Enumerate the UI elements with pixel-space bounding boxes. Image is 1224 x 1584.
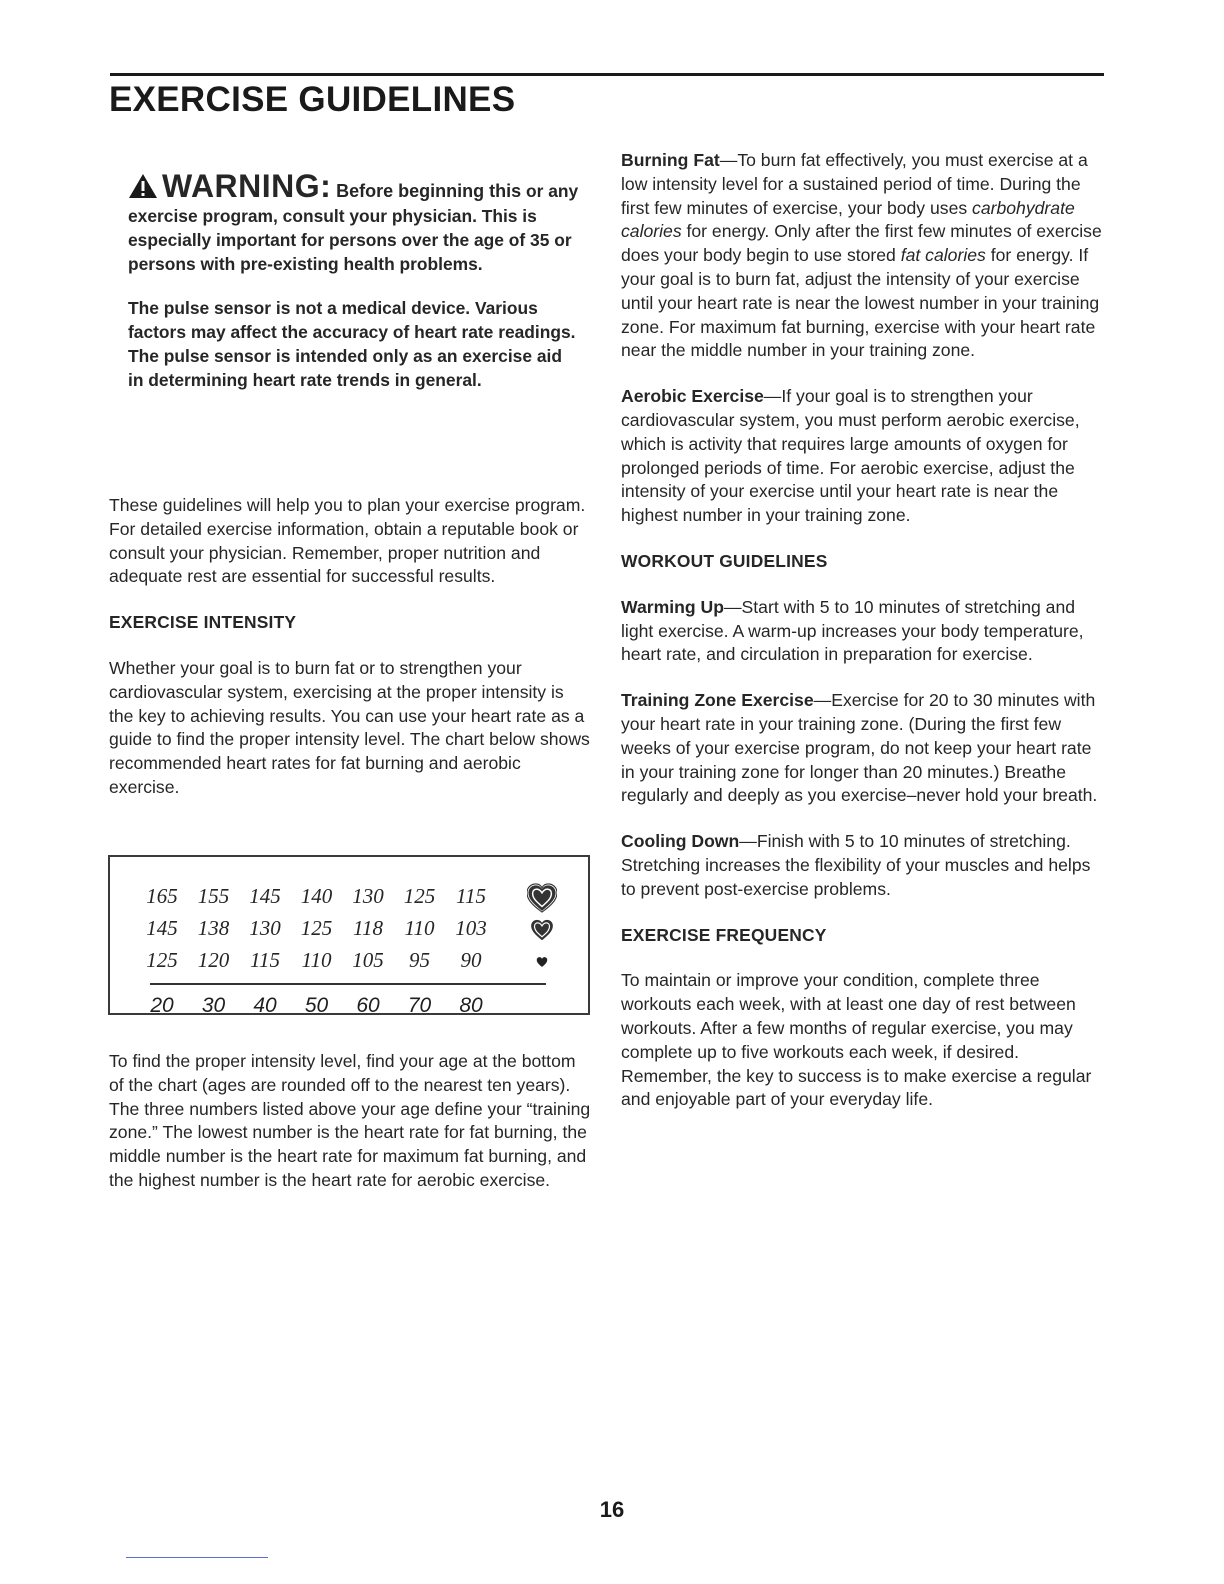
aerobic-exercise-text: —If your goal is to strengthen your cardiovascular system, you must perform aerobic exercise, which is activity that requires large amounts of oxygen for prolonged periods of time. For aerobic exercise, adjust the intensity of your exercise until your heart rate is near the highest number in your training zone. [621, 386, 1080, 526]
age-label: 50 [304, 994, 329, 1017]
exercise-intensity-heading: EXERCISE INTENSITY [109, 612, 297, 633]
cooling-down-text: —Finish with 5 to 10 minutes of stretching. Stretching increases the flexibility of your muscles and helps to prevent post-exercise problems. [621, 831, 1091, 899]
warning-heading [128, 168, 526, 204]
training-zone-paragraph [621, 689, 1106, 808]
intensity-paragraph: Whether your goal is to burn fat or to strengthen your cardiovascular system, exercising at the proper intensity is the key to achieving results. You can use your heart rate as a guide to find the proper intensity level. The chart below shows recommended heart rates for fat burning and aerobic exercise. [109, 657, 590, 797]
heart-rate-value: 138 [197, 916, 230, 940]
age-label: 30 [201, 994, 226, 1017]
heart-rate-value: 115 [456, 884, 486, 908]
top-rule [110, 73, 1104, 76]
training-zone-term: Training Zone Exercise [621, 690, 814, 711]
carbohydrate-calories: carbohydrate calories [621, 197, 1075, 242]
heart-rate-value: 110 [301, 948, 332, 972]
intro-paragraph: These guidelines will help you to plan your exercise program. For detailed exercise information, obtain a reputable book or consult your physician. Remember, proper nutrition and adequate rest are essential for successful results. [109, 495, 586, 587]
pulse-sensor-notice: The pulse sensor is not a medical device. Various factors may affect the accuracy of heart rate readings. The pulse sensor is intended only as an exercise aid in determining heart rate trends in general. [128, 298, 576, 390]
left-after-chart [109, 1050, 591, 1193]
heart-rate-value: 155 [197, 884, 230, 908]
heart-rate-value: 145 [146, 916, 178, 940]
warning-triangle-icon [128, 173, 158, 199]
warning-lead: Before beginning this [336, 181, 522, 201]
aerobic-exercise-term: Aerobic Exercise [621, 386, 764, 407]
age-label: 20 [150, 994, 174, 1017]
exercise-frequency-heading: EXERCISE FREQUENCY [621, 924, 827, 945]
training-zone-text: —Exercise for 20 to 30 minutes with your heart rate in your training zone. (During the first few weeks of your exercise program, do not keep your heart rate in your training zone for longer than 20 minutes.) Breathe regularly and deeply as you exercise–never hold your breath. [621, 690, 1098, 806]
heart-rate-value: 110 [404, 916, 435, 940]
cooling-down-paragraph [621, 830, 1106, 901]
heart-rate-value: 118 [353, 916, 383, 940]
heart-rate-value: 95 [409, 948, 430, 972]
age-label: 60 [356, 994, 380, 1017]
heart-rate-value: 125 [403, 884, 436, 908]
age-label: 40 [253, 994, 277, 1017]
left-text-block [109, 494, 591, 822]
bottom-link-underline [126, 1557, 268, 1558]
page-title: EXERCISE GUIDELINES [109, 80, 516, 119]
large-heart-icon [527, 883, 557, 913]
warming-up-term: Warming Up [621, 596, 724, 617]
chart-divider [150, 983, 546, 985]
heart-rate-value: 120 [197, 948, 230, 972]
aerobic-exercise-paragraph [621, 385, 1106, 528]
heart-rate-value: 140 [300, 884, 333, 908]
training-zone-explanation: To find the proper intensity level, find your age at the bottom of the chart (ages are rounded off to the nearest ten years). The three numbers listed above your age define your “training zone.” The lowest number is the heart rate for fat burning, the middle number is the heart rate for maximum fat burning, and the highest number is the heart rate for aerobic exercise. [109, 1051, 591, 1190]
burning-fat-term: Burning Fat [621, 150, 720, 170]
heart-rate-value: 145 [249, 884, 281, 908]
heart-rate-value: 130 [352, 884, 384, 908]
heart-rate-value: 125 [300, 916, 333, 940]
burning-fat-text-3: for energy. If your goal is to burn fat, adjust the intensity of your exercise until your heart rate is near the lowest number in your training zone. For maximum fat burning, exercise with your heart rate near the middle number in your training zone. [621, 245, 1100, 361]
warming-up-text: —Start with 5 to 10 minutes of stretching and light exercise. A warm-up increases your body temperature, heart rate, and circulation in preparation for exercise. [621, 596, 1084, 665]
frequency-paragraph: To maintain or improve your condition, complete three workouts each week, with at least one day of rest between workouts. After a few months of regular exercise, you may complete up to five workouts each week, if desired. Remember, the key to success is to make exercise a regular and enjoyable part of your everyday life. [621, 970, 1092, 1110]
workout-guidelines-heading: WORKOUT GUIDELINES [621, 550, 828, 571]
heart-rate-value: 103 [455, 916, 487, 940]
warning-label: WARNING: [162, 168, 332, 204]
left-column [109, 168, 591, 392]
right-column [621, 149, 1106, 1134]
cooling-down-term: Cooling Down [621, 831, 740, 852]
heart-rate-value: 165 [146, 884, 178, 908]
heart-rate-value: 130 [249, 916, 281, 940]
warming-up-paragraph [621, 596, 1106, 667]
heart-rate-value: 90 [460, 948, 482, 972]
page-number: 16 [599, 1497, 625, 1522]
heart-rate-value: 105 [352, 948, 384, 972]
age-label: 70 [407, 994, 432, 1017]
age-label: 80 [459, 994, 483, 1017]
burning-fat-text-2: for energy. Only after the first few minutes of exercise does your body begin to use stored [621, 221, 1102, 266]
warning-paragraph [128, 168, 580, 276]
heart-rate-value: 115 [250, 948, 280, 972]
heart-rate-chart [108, 855, 590, 1015]
warning-text: or any exercise program, consult your physician. This is especially important for persons over the age of 35 or persons with pre-existing health problems. [128, 181, 579, 274]
warning-notice [128, 168, 580, 392]
burning-fat-text-1: —To burn fat effectively, you must exercise at a low intensity level for a sustained period of time. During the first few minutes of exercise, your body uses [621, 150, 1088, 218]
medium-heart-icon [530, 918, 554, 942]
fat-calories: fat calories [900, 245, 986, 266]
small-heart-icon [536, 956, 548, 968]
burning-fat-paragraph [621, 149, 1106, 363]
heart-rate-value: 125 [146, 948, 178, 972]
